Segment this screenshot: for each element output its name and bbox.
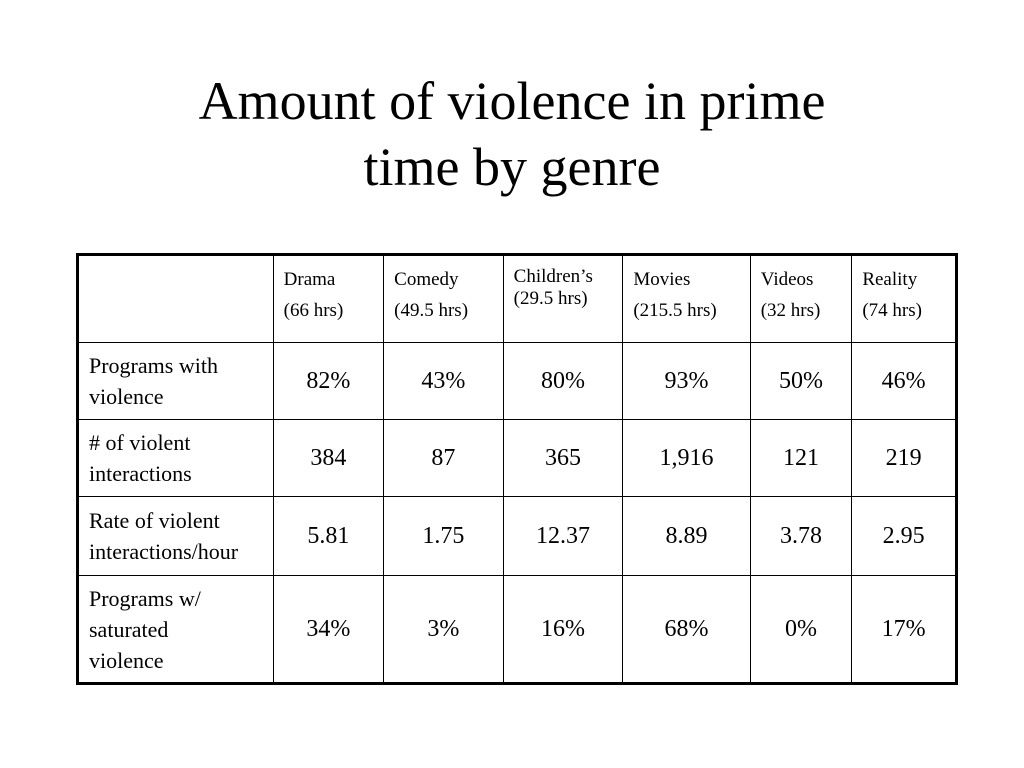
table-cell: 87 — [384, 420, 504, 497]
column-header-name: Reality — [862, 269, 918, 290]
table-cell: 121 — [750, 420, 852, 497]
table-cell: 50% — [750, 343, 852, 420]
table-cell: 384 — [273, 420, 384, 497]
table-row — [78, 576, 957, 684]
table-row — [78, 497, 957, 576]
column-header-name: Movies — [633, 269, 691, 290]
table-cell: 1.75 — [384, 497, 504, 576]
table-row — [78, 343, 957, 420]
column-header-hours: (49.5 hrs) — [394, 300, 469, 321]
table-cell: 46% — [852, 343, 957, 420]
slide-title-line-2: time by genre — [363, 137, 661, 197]
column-header-hours: (29.5 hrs) — [513, 288, 588, 309]
row-label-line: # of violent — [89, 430, 191, 455]
column-header-childrens — [503, 255, 623, 343]
table-header-row — [78, 255, 957, 343]
row-label-saturated-violence — [78, 576, 274, 684]
table-cell: 93% — [623, 343, 750, 420]
table-cell: 12.37 — [503, 497, 623, 576]
row-label-line: saturated — [89, 616, 169, 642]
slide-title-line-1: Amount of violence in prime — [198, 71, 826, 131]
row-label-line: interactions/hour — [89, 539, 239, 564]
table-cell: 365 — [503, 420, 623, 497]
row-label-line: Programs w/ — [89, 585, 201, 611]
table-cell: 80% — [503, 343, 623, 420]
row-label-line: violence — [89, 384, 164, 409]
column-header-name: Comedy — [394, 269, 459, 290]
row-label-programs-with-violence — [78, 343, 274, 420]
table-cell: 219 — [852, 420, 957, 497]
column-header-drama — [273, 255, 384, 343]
column-header-movies — [623, 255, 750, 343]
column-header-hours: (215.5 hrs) — [633, 300, 717, 321]
table-cell: 16% — [503, 576, 623, 684]
row-label-violent-interactions — [78, 420, 274, 497]
column-header-videos — [750, 255, 852, 343]
column-header-hours: (32 hrs) — [760, 300, 821, 321]
violence-by-genre-table — [76, 253, 958, 685]
table-cell: 43% — [384, 343, 504, 420]
table-cell: 3.78 — [750, 497, 852, 576]
row-label-line: violence — [89, 647, 164, 673]
column-header-reality — [852, 255, 957, 343]
table-cell: 8.89 — [623, 497, 750, 576]
slide-title — [0, 68, 1024, 200]
row-label-rate-per-hour — [78, 497, 274, 576]
table-cell: 5.81 — [273, 497, 384, 576]
row-label-line: Programs with — [89, 353, 218, 378]
corner-cell — [78, 255, 274, 343]
table-cell: 0% — [750, 576, 852, 684]
row-label-line: Rate of violent — [89, 508, 220, 533]
table-cell: 3% — [384, 576, 504, 684]
row-label-line: interactions — [89, 461, 192, 486]
table-cell: 82% — [273, 343, 384, 420]
table-cell: 1,916 — [623, 420, 750, 497]
column-header-hours: (66 hrs) — [283, 300, 344, 321]
table-cell: 2.95 — [852, 497, 957, 576]
table-cell: 17% — [852, 576, 957, 684]
table-row — [78, 420, 957, 497]
table-cell: 34% — [273, 576, 384, 684]
column-header-comedy — [384, 255, 504, 343]
column-header-name: Videos — [760, 269, 814, 290]
table-cell: 68% — [623, 576, 750, 684]
column-header-name: Drama — [283, 269, 336, 290]
column-header-name: Children’s — [513, 266, 593, 287]
column-header-hours: (74 hrs) — [862, 300, 922, 321]
